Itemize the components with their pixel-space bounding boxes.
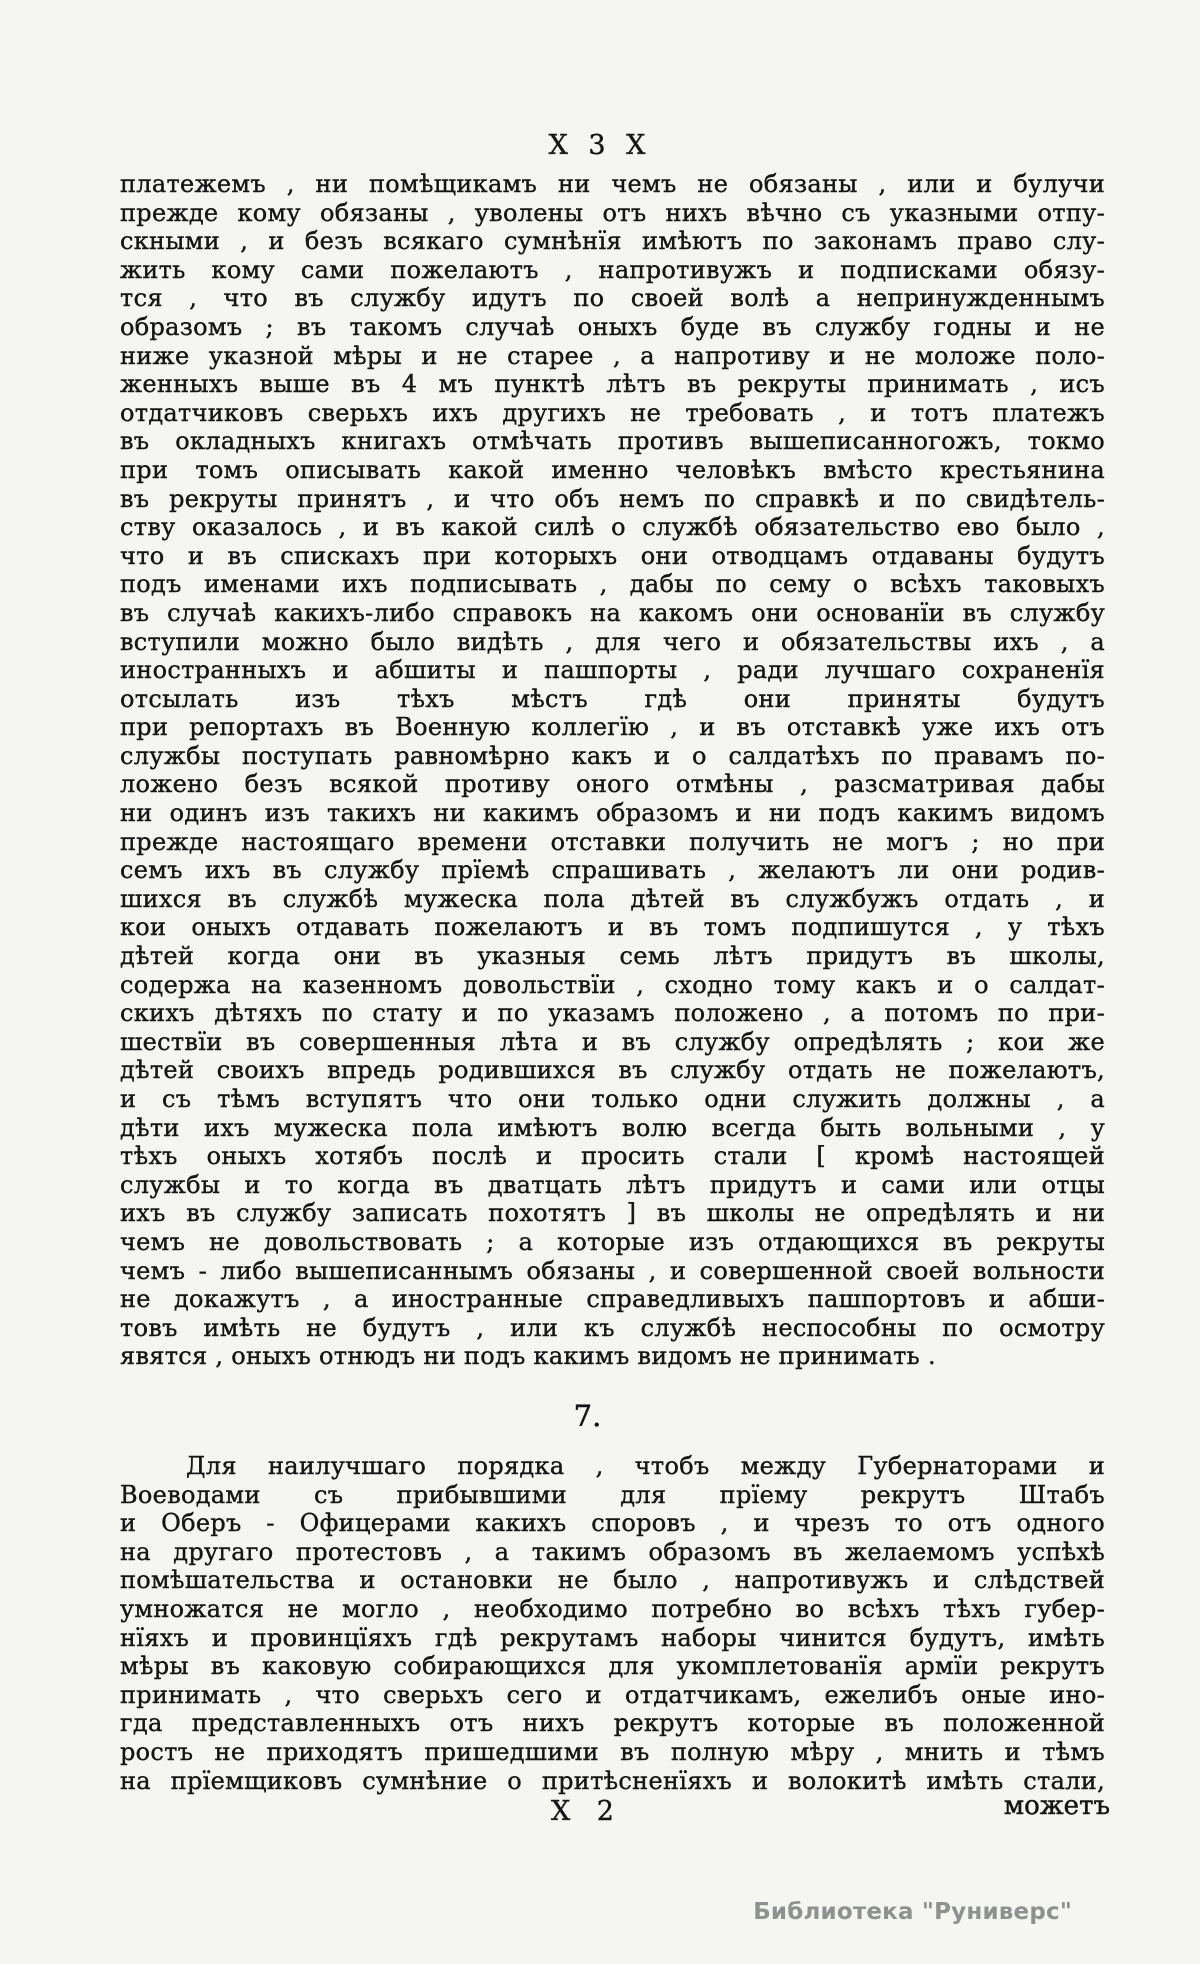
text-line: отсылать изъ тѣхъ мѣстъ гдѣ они приняты будутъ [120, 684, 1105, 713]
text-line: ни одинъ изъ такихъ ни какимъ образомъ и ни подъ какимъ видомъ [120, 799, 1105, 828]
text-line: чемъ не довольствовать ; а которые изъ отдающихся въ рекруты [120, 1227, 1105, 1256]
text-line: отдатчиковъ сверьхъ ихъ другихъ не требовать , и тотъ платежъ [120, 398, 1105, 427]
text-line: ложено безъ всякой противу оного отмѣны , разсматривая дабы [120, 770, 1105, 799]
text-line: на другаго протестовъ , а такимъ образомъ въ желаемомъ успѣхѣ [120, 1537, 1105, 1566]
text-line: ихъ въ службу записать похотятъ ] въ школы не опредѣлять и ни [120, 1199, 1105, 1228]
paragraph-7-text [120, 1452, 1105, 1795]
text-line: Для наилучшаго порядка , чтобъ между Губернаторами и [186, 1452, 1105, 1480]
text-line: скихъ дѣтяхъ по стату и по указамъ положено , а потомъ по при- [120, 999, 1105, 1028]
text-line: гда представленныхъ отъ нихъ рекрутъ которые въ положенной [120, 1709, 1105, 1738]
text-line: не докажутъ , а иностранные справедливыхъ пашпортовъ и абши- [120, 1285, 1105, 1314]
text-line: прежде кому обязаны , уволены отъ нихъ вѣчно съ указными отпу- [120, 198, 1105, 227]
catchword: можетъ [1003, 1791, 1110, 1821]
text-line: ниже указной мѣры и не старее , а напротиву и не моложе поло- [120, 341, 1105, 370]
paragraph-6-continuation [120, 170, 1105, 1371]
text-line: дѣтей своихъ впредь родившихся въ службу отдать не пожелаютъ, [120, 1056, 1105, 1085]
text-line: подъ именами ихъ подписывать , дабы по сему о всѣхъ таковыхъ [120, 570, 1105, 599]
text-line: при томъ описывать какой именно человѣкъ вмѣсто крестьянина [120, 455, 1105, 484]
text-line: въ окладныхъ книгахъ отмѣчать противъ вышеписанногожъ, токмо [120, 427, 1105, 456]
text-line: дѣти ихъ мужеска пола имѣютъ волю всегда быть вольными , у [120, 1113, 1105, 1142]
text-line: службы и то когда въ дватцать лѣтъ придутъ и сами или отцы [120, 1170, 1105, 1199]
text-line: иностранныхъ и абшиты и пашпорты , ради лучшаго сохраненїя [120, 656, 1105, 685]
text-line: Воеводами съ прибывшими для прїему рекрутъ Штабъ [120, 1480, 1105, 1509]
text-line: въ случаѣ какихъ-либо справокъ на какомъ они основанїи въ службу [120, 598, 1105, 627]
text-line: умножатся не могло , необходимо потребно во всѣхъ тѣхъ губер- [120, 1594, 1105, 1623]
text-line: на прїемщиковъ сумнѣние о притѣсненїяхъ и волокитѣ имѣть стали, [120, 1766, 1105, 1795]
text-line: и Оберъ - Офицерами какихъ споровъ , и чрезъ то отъ одного [120, 1509, 1105, 1538]
text-line: ству оказалось , и въ какой силѣ о службѣ обязательство ево было , [120, 513, 1105, 542]
text-line: семъ ихъ въ службу прїемѣ спрашивать , желаютъ ли они родив- [120, 856, 1105, 885]
text-line: вступили можно было видѣть , для чего и обязательствы ихъ , а [120, 627, 1105, 656]
section-7-heading: 7. [573, 1399, 602, 1433]
text-line: жить кому сами пожелаютъ , напротивужъ и подписками обязу- [120, 255, 1105, 284]
text-line: тѣхъ оныхъ хотябъ послѣ и просить стали [ кромѣ настоящей [120, 1142, 1105, 1171]
text-line: принимать , что сверьхъ сего и отдатчикамъ, ежелибъ оные ино- [120, 1680, 1105, 1709]
text-line: кои оныхъ отдавать пожелаютъ и въ томъ подпишутся , у тѣхъ [120, 913, 1105, 942]
text-line: товъ имѣть не будутъ , или къ службѣ неспособны по осмотру [120, 1313, 1105, 1342]
text-line: шихся въ службѣ мужеска пола дѣтей въ службужъ отдать , и [120, 884, 1105, 913]
text-line: шествїи въ совершенныя лѣта и въ службу опредѣлять ; кои же [120, 1027, 1105, 1056]
text-line: платежемъ , ни помѣщикамъ ни чемъ не обязаны , или и булучи [120, 170, 1105, 198]
text-line: явятся , оныхъ отнюдъ ни подъ какимъ видомъ не принимать . [120, 1342, 936, 1371]
page-number-mark: Х 3 Х [548, 130, 652, 161]
text-line: чемъ - либо вышеписаннымъ обязаны , и совершенной своей вольности [120, 1256, 1105, 1285]
text-line: при репортахъ въ Военную коллегїю , и въ отставкѣ уже ихъ отъ [120, 713, 1105, 742]
text-line: въ рекруты принятъ , и что объ немъ по справкѣ и по свидѣтель- [120, 484, 1105, 513]
library-watermark: Библиотека "Руниверс" [753, 1899, 1072, 1925]
text-line: ростъ не приходятъ пришедшими въ полную мѣру , мнить и тѣмъ [120, 1737, 1105, 1766]
text-line: тся , что въ службу идутъ по своей волѣ а непринужденнымъ [120, 284, 1105, 313]
signature-mark: Х 2 [551, 1796, 623, 1827]
text-line: службы поступать равномѣрно какъ и о салдатѣхъ по правамъ по- [120, 741, 1105, 770]
text-line: содержа на казенномъ довольствїи , сходно тому какъ и о салдат- [120, 970, 1105, 999]
text-line: женныхъ выше въ 4 мъ пунктѣ лѣтъ въ рекруты принимать , исъ [120, 370, 1105, 399]
text-line: мѣры въ каковую собирающихся для укомплетованїя армїи рекрутъ [120, 1652, 1105, 1681]
text-line: дѣтей когда они въ указныя семь лѣтъ придутъ въ школы, [120, 942, 1105, 971]
text-line: нїяхъ и провинцїяхъ гдѣ рекрутамъ наборы чинится будутъ, имѣть [120, 1623, 1105, 1652]
text-line: помѣшательства и остановки не было , напротивужъ и слѣдствей [120, 1566, 1105, 1595]
text-line: прежде настоящаго времени отставки получить не могъ ; но при [120, 827, 1105, 856]
text-line: скными , и безъ всякаго сумнѣнїя имѣютъ по законамъ право слу- [120, 227, 1105, 256]
text-line: что и въ спискахъ при которыхъ они отводцамъ отдаваны будутъ [120, 541, 1105, 570]
text-line: и съ тѣмъ вступятъ что они только одни служить должны , а [120, 1085, 1105, 1113]
text-line: образомъ ; въ такомъ случаѣ оныхъ буде въ службу годны и не [120, 312, 1105, 341]
